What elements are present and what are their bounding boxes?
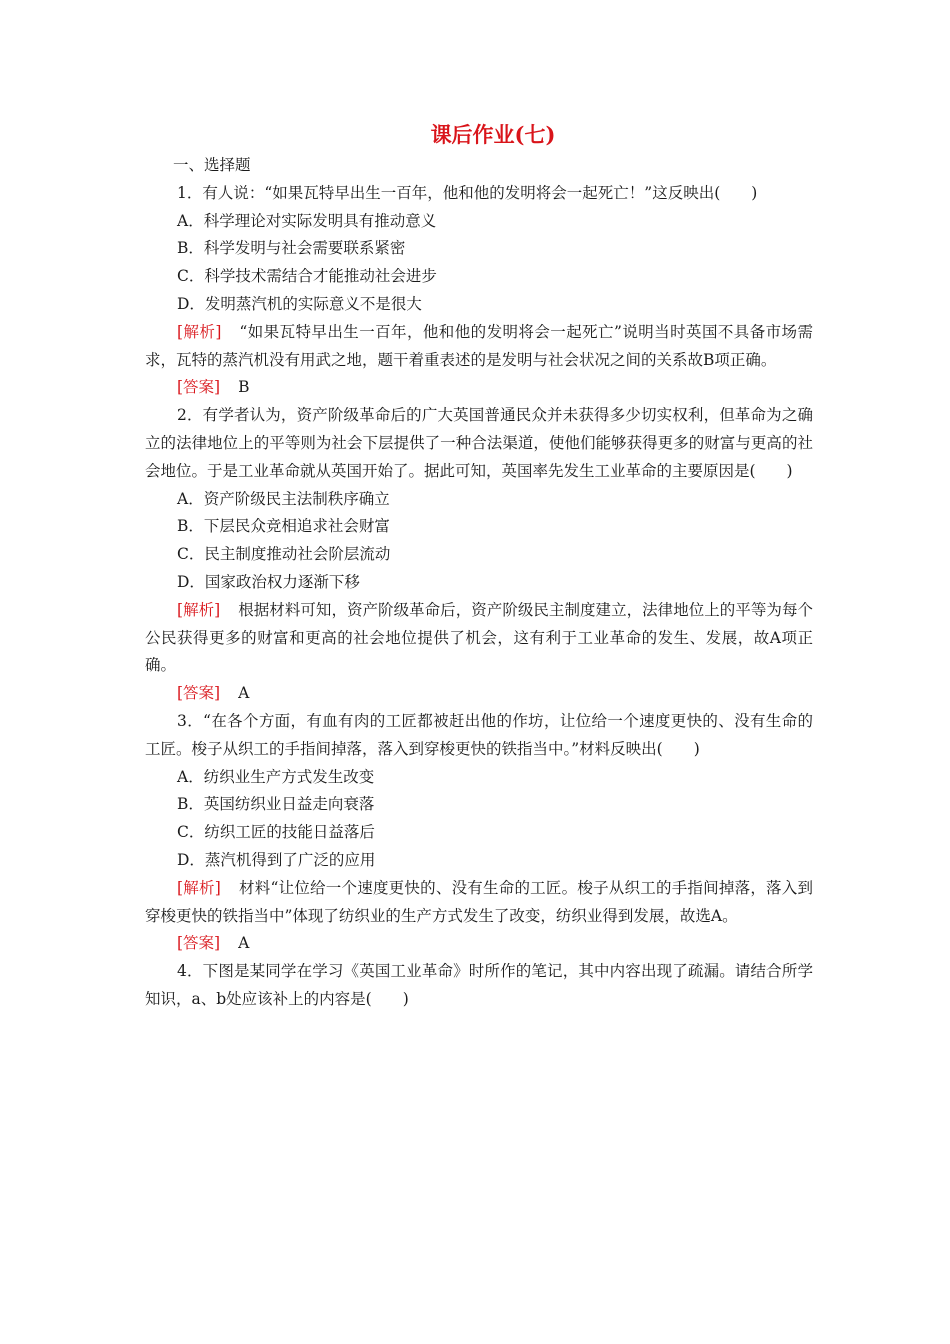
question-stem: 4．下图是某同学在学习《英国工业革命》时所作的笔记，其中内容出现了疏漏。请结合所学知识，a、b处应该补上的内容是( )	[145, 962, 813, 1008]
answer-value: A	[238, 684, 250, 703]
option-c: C．民主制度推动社会阶层流动	[177, 545, 391, 564]
section-heading: 一、选择题	[173, 156, 251, 174]
analysis-text: 根据材料可知，资产阶级革命后，资产阶级民主制度建立，法律地位上的平等为每个公民获得更多的财富和更高的社会地位提供了机会，这有利于工业革命的发生、发展，故A项正确。	[145, 600, 813, 675]
question-stem: 2．有学者认为，资产阶级革命后的广大英国普通民众并未获得多少切实权利，但革命为之确立的法律地位上的平等则为社会下层提供了一种合法渠道，使他们能够获得更多的财富与更高的社会地位。于是工业革命就从英国开始了。据此可知，英国率先发生工业革命的主要原因是( )	[145, 406, 813, 480]
question-block	[145, 402, 813, 708]
analysis-paragraph	[145, 875, 813, 931]
question-stem: 1．有人说：“如果瓦特早出生一百年，他和他的发明将会一起死亡！”这反映出( )	[177, 183, 758, 202]
option-d: D．发明蒸汽机的实际意义不是很大	[177, 294, 422, 313]
question-block	[145, 958, 813, 1014]
page-title: 课后作业(七)	[430, 122, 556, 147]
question-block	[145, 708, 813, 958]
answer-value: B	[238, 378, 250, 397]
answer-tag: [答案]	[177, 684, 221, 703]
document-page	[145, 118, 813, 1014]
option-d: D．蒸汽机得到了广泛的应用	[177, 850, 376, 869]
answer-line	[145, 680, 813, 708]
answer-value: A	[238, 934, 250, 953]
option-a: A．纺织业生产方式发生改变	[177, 767, 375, 786]
analysis-tag: [解析]	[177, 878, 221, 897]
question-block	[145, 180, 813, 402]
analysis-paragraph	[145, 597, 813, 680]
analysis-paragraph	[145, 319, 813, 375]
answer-line	[145, 374, 813, 402]
analysis-tag: [解析]	[177, 600, 221, 619]
analysis-text: “如果瓦特早出生一百年，他和他的发明将会一起死亡”说明当时英国不具备市场需求，瓦特的蒸汽机没有用武之地，题干着重表述的是发明与社会状况之间的关系故B项正确。	[145, 322, 813, 369]
answer-tag: [答案]	[177, 934, 221, 953]
option-b: B．英国纺织业日益走向衰落	[177, 795, 375, 814]
option-a: A．资产阶级民主法制秩序确立	[177, 489, 390, 508]
option-b: B．科学发明与社会需要联系紧密	[177, 239, 406, 258]
option-a: A．科学理论对实际发明具有推动意义	[177, 211, 437, 230]
analysis-tag: [解析]	[177, 322, 222, 341]
analysis-text: 材料“让位给一个速度更快的、没有生命的工匠。梭子从织工的手指间掉落，落入到穿梭更快的铁指当中”体现了纺织业的生产方式发生了改变，纺织业得到发展，故选A。	[145, 878, 813, 925]
option-c: C．科学技术需结合才能推动社会进步	[177, 267, 437, 286]
question-stem: 3．“在各个方面，有血有肉的工匠都被赶出他的作坊，让位给一个速度更快的、没有生命的工匠。梭子从织工的手指间掉落，落入到穿梭更快的铁指当中。”材料反映出( )	[145, 711, 813, 758]
option-d: D．国家政治权力逐渐下移	[177, 572, 360, 591]
option-c: C．纺织工匠的技能日益落后	[177, 823, 375, 842]
option-b: B．下层民众竞相追求社会财富	[177, 517, 390, 536]
answer-line	[145, 930, 813, 958]
answer-tag: [答案]	[177, 378, 221, 397]
